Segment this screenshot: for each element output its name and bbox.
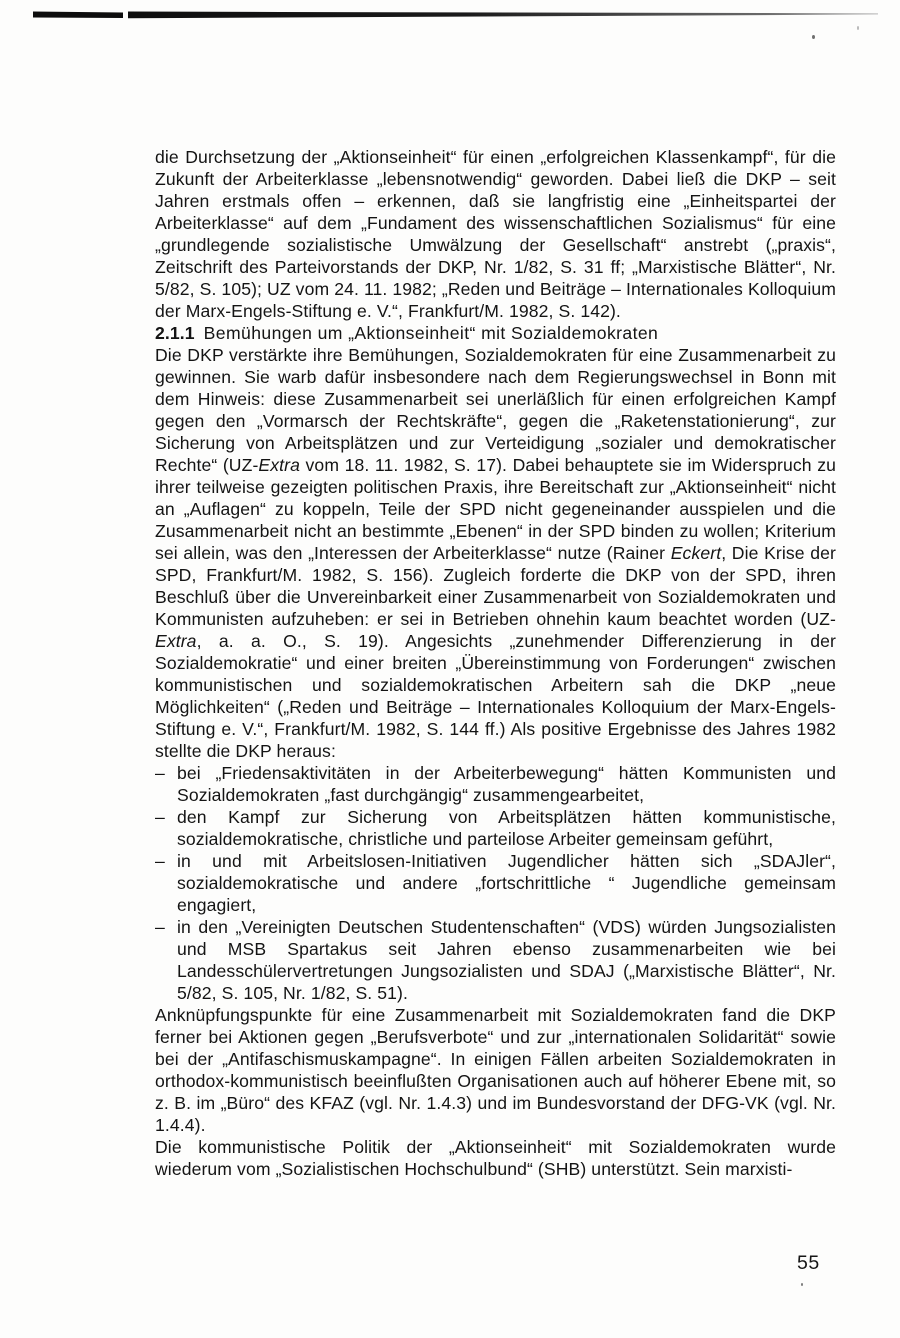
list-item	[155, 806, 836, 850]
list-item	[155, 762, 836, 806]
dash-bullet: –	[155, 851, 165, 871]
scan-bar-left	[33, 12, 123, 19]
list-item	[155, 916, 836, 1004]
dash-bullet: –	[155, 763, 165, 783]
text-column	[155, 146, 836, 1180]
list-item-text: den Kampf zur Sicherung von Arbeitsplätzen hätten kommunistische, sozialdemokratische, christliche und parteilose Arbeiter gemeinsam geführt,	[177, 807, 836, 849]
scan-artifact-line	[0, 0, 900, 40]
scan-speck	[801, 1283, 803, 1286]
list-item	[155, 850, 836, 916]
scan-bar-right-taper	[128, 12, 878, 19]
paragraph-body: Anknüpfungspunkte für eine Zusammenarbeit mit Sozialdemokraten fand die DKP ferner bei Aktionen gegen „Berufsverbote“ und zur „internationalen Solidarität“ sowie bei der „Antifaschismuskampagne“. In einigen Fällen arbeiten Sozialdemokraten in orthodox-kommunistisch beeinflußten Organisationen auch auf höherer Ebene mit, so z. B. im „Büro“ des KFAZ (vgl. Nr. 1.4.3) und im Bundesvorstand der DFG-VK (vgl. Nr. 1.4.4).	[155, 1005, 836, 1135]
dash-bullet: –	[155, 807, 165, 827]
list-item-text: in den „Vereinigten Deutschen Studentenschaften“ (VDS) würden Jungsozialisten und MSB Spartakus seit Jahren ebenso zusammenarbeiten wie bei Landesschülervertretungen Jungsozialisten und SDAJ („Marxistische Blätter“, Nr. 5/82, S. 105, Nr. 1/82, S. 51).	[177, 917, 836, 1003]
list-item-text: bei „Friedensaktivitäten in der Arbeiterbewegung“ hätten Kommunisten und Sozialdemokraten „fast durchgängig“ zusammengearbeitet,	[177, 763, 836, 805]
list-item-text: in und mit Arbeitslosen-Initiativen Jugendlicher hätten sich „SDAJler“, sozialdemokratische und andere „fortschrittliche “ Jugendliche gemeinsam engagiert,	[177, 851, 836, 915]
section-title: Bemühungen um „Aktionseinheit“ mit Sozialdemokraten	[203, 323, 659, 343]
page-number: 55	[797, 1252, 820, 1274]
paragraph-body: Die DKP verstärkte ihre Bemühungen, Sozialdemokraten für eine Zusammenarbeit zu gewinnen. Sie warb dafür insbesondere nach dem Regierungswechsel in Bonn mit dem Hinweis: diese Zusammenarbeit sei unerläßlich für einen erfolgreichen Kampf gegen den „Vormarsch der Rechtskräfte“, gegen die „Raketenstationierung“, zur Sicherung von Arbeitsplätzen und zur Verteidigung „sozialer und demokratischer Rechte“ (UZ-Extra vom 18. 11. 1982, S. 17). Dabei behauptete sie im Widerspruch zu ihrer teilweise gezeigten politischen Praxis, ihre Bereitschaft zur „Aktionseinheit“ nicht an „Auflagen“ zu koppeln, Teile der SPD nicht gegeneinander ausspielen und die Zusammenarbeit nicht an bestimmte „Ebenen“ in der SPD binden zu wollen; Kriterium sei allein, was den „Interessen der Arbeiterklasse“ nutze (Rainer Eckert, Die Krise der SPD, Frankfurt/M. 1982, S. 156). Zugleich forderte die DKP von der SPD, ihren Beschluß über die Unvereinbarkeit einer Zusammenarbeit von Sozialdemokraten und Kommunisten aufzuheben: er sei in Betrieben ohnehin kaum beachtet worden (UZ-Extra, a. a. O., S. 19). Angesichts „zunehmender Differenzierung in der Sozialdemokratie“ und einer breiten „Übereinstimmung von Forderungen“ zwischen kommunistischen und sozialdemokratischen Arbeitern sah die DKP „neue Möglichkeiten“ („Reden und Beiträge – Internationales Kolloquium der Marx-Engels-Stiftung e. V.“, Frankfurt/M. 1982, S. 144 ff.) Als positive Ergebnisse des Jahres 1982 stellte die DKP heraus:	[155, 345, 836, 761]
paragraph-body: Die kommunistische Politik der „Aktionseinheit“ mit Sozialdemokraten wurde wiederum vom „Sozialistischen Hochschulbund“ (SHB) unterstützt. Sein marxisti-	[155, 1137, 836, 1179]
scan-speck	[812, 35, 815, 39]
section-number: 2.1.1	[155, 323, 195, 343]
dash-bullet: –	[155, 917, 165, 937]
dash-list	[155, 762, 836, 1004]
section-heading	[155, 322, 836, 344]
paragraph-intro: die Durchsetzung der „Aktionseinheit“ für einen „erfolgreichen Klassenkampf“, für die Zukunft der Arbeiterklasse „lebensnotwendig“ geworden. Dabei ließ die DKP – seit Jahren erstmals offen – erkennen, daß sie langfristig eine „Einheitspartei der Arbeiterklasse“ auf dem „Fundament des wissenschaftlichen Sozialismus“ für eine „grundlegende sozialistische Umwälzung der Gesellschaft“ anstrebt („praxis“, Zeitschrift des Parteivorstands der DKP, Nr. 1/82, S. 31 ff; „Marxistische Blätter“, Nr. 5/82, S. 105); UZ vom 24. 11. 1982; „Reden und Beiträge – Internationales Kolloquium der Marx-Engels-Stiftung e. V.“, Frankfurt/M. 1982, S. 142).	[155, 147, 836, 321]
scan-speck	[857, 26, 859, 30]
